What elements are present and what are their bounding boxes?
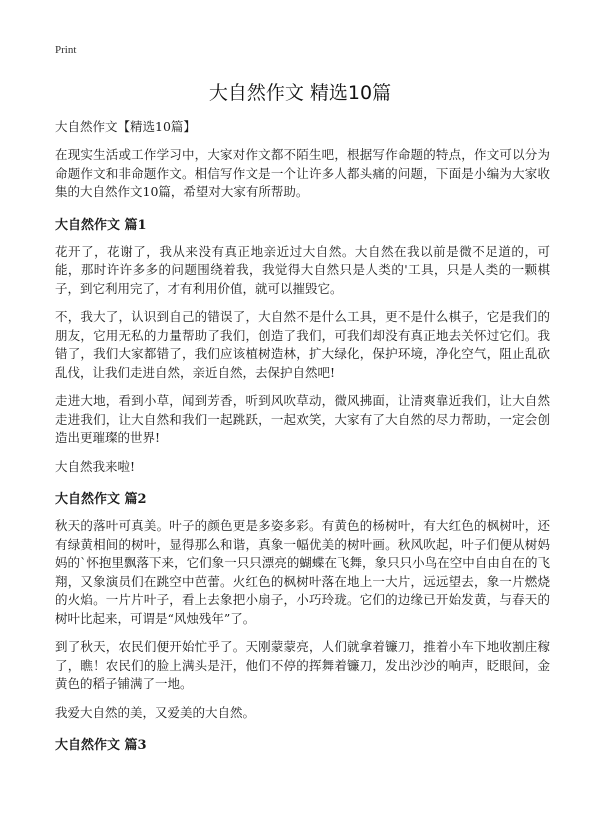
section-2-paragraph: 我爱大自然的美，又爱美的大自然。 [55,704,256,720]
section-heading-1: 大自然作文 篇1 [55,217,147,233]
section-heading-3: 大自然作文 篇3 [55,738,147,753]
print-link[interactable]: Print [55,44,77,56]
section-2-paragraph: 到了秋天，农民们便开始忙乎了。天刚蒙蒙亮，人们就拿着镰刀，推着小车下地收割庄稼了，瞧！农民们的脸上满头是汗，他们不停的挥舞着镰刀，发出沙沙的响声，眨眼间，金黄色的稻子铺满了一地。 [55,639,550,691]
article-subtitle: 大自然作文【精选10篇】 [55,119,196,134]
section-2-paragraph: 秋天的落叶可真美。叶子的颜色更是多姿多彩。有黄色的杨树叶，有大红色的枫树叶，还有绿黄相间的树叶，显得那么和谐，真象一幅优美的树叶画。秋风吹起，叶子们便从树妈妈的`怀抱里飘落下来，它们象一只只漂亮的蝴蝶在飞舞，象只只小鸟在空中自由自在的飞翔，又象演员们在跳空中芭蕾。火红色的枫树叶落在地上一大片，远远望去，象一片燃烧的火焰。一片片叶子，看上去象把小扇子，小巧玲珑。它们的边缘已开始发黄，与春天的树叶比起来，可谓是“风烛残年”了。 [55,518,550,626]
article-body [55,118,550,763]
page-title: 大自然作文 精选10篇 [208,82,392,104]
section-1-paragraph: 大自然我来啦! [55,458,136,474]
section-heading-2: 大自然作文 篇2 [55,492,147,507]
section-1-paragraph: 不，我大了，认识到自己的错误了，大自然不是什么工具，更不是什么棋子，它是我们的朋友，它用无私的力量帮助了我们，创造了我们，可我们却没有真正地去关怀过它们。我错了，我们大家都错了，我们应该植树造林，扩大绿化，保护环境，净化空气，阻止乱砍乱伐，让我们走进自然，亲近自然，去保护自然吧! [55,309,550,380]
section-1-paragraph: 走进大地，看到小草，闻到芳香，听到风吹草动，微风拂面，让清爽靠近我们，让大自然走进我们，让大自然和我们一起跳跃，一起欢笑，大家有了大自然的尽力帮助，一定会创造出更璀璨的世界! [55,393,550,445]
intro-paragraph: 在现实生活或工作学习中，大家对作文都不陌生吧，根据写作命题的特点，作文可以分为命题作文和非命题作文。相信写作文是一个让许多人都头痛的问题，下面是小编为大家收集的大自然作文10篇，希望对大家有所帮助。 [55,147,550,199]
section-1-paragraph: 花开了，花谢了，我从来没有真正地亲近过大自然。大自然在我以前是微不足道的，可能，那时许许多多的问题围绕着我，我觉得大自然只是人类的'工具，只是人类的一颗棋子，到它利用完了，才有利用价值，就可以摧毁它。 [55,243,550,296]
